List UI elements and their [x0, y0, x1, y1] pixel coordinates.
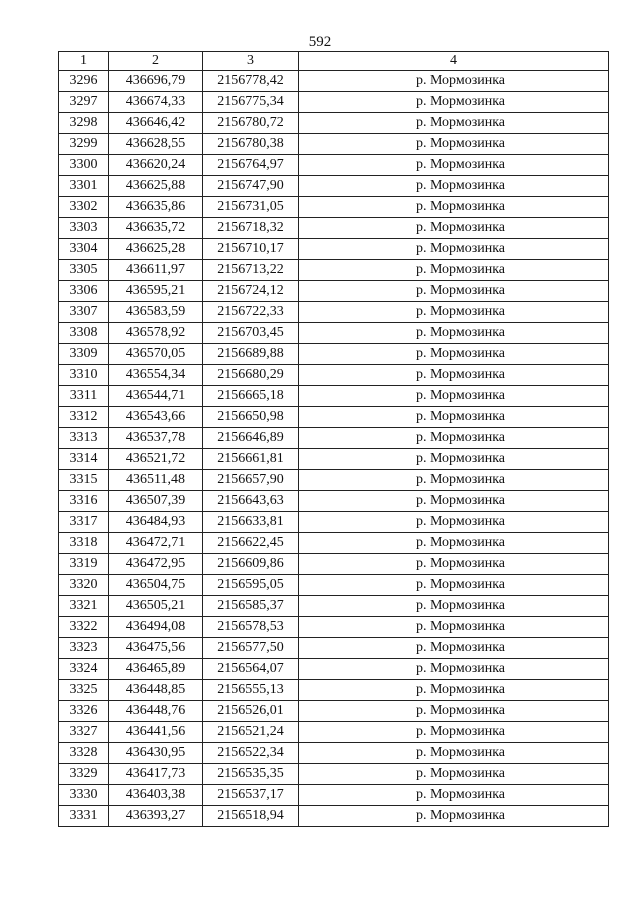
point-number-cell: 3317: [59, 512, 109, 533]
table-row: [59, 386, 609, 407]
point-number-cell: 3319: [59, 554, 109, 575]
point-number-cell: 3318: [59, 533, 109, 554]
point-number-cell: 3312: [59, 407, 109, 428]
description-cell: р. Мормозинка: [299, 113, 609, 134]
x-coordinate-cell: 436475,56: [109, 638, 203, 659]
y-coordinate-cell: 2156724,12: [203, 281, 299, 302]
x-coordinate-cell: 436611,97: [109, 260, 203, 281]
y-coordinate-cell: 2156661,81: [203, 449, 299, 470]
y-coordinate-cell: 2156657,90: [203, 470, 299, 491]
point-number-cell: 3330: [59, 785, 109, 806]
x-coordinate-cell: 436417,73: [109, 764, 203, 785]
point-number-cell: 3298: [59, 113, 109, 134]
table-row: [59, 512, 609, 533]
table-row: [59, 239, 609, 260]
x-coordinate-cell: 436544,71: [109, 386, 203, 407]
table-row: [59, 176, 609, 197]
point-number-cell: 3328: [59, 743, 109, 764]
y-coordinate-cell: 2156537,17: [203, 785, 299, 806]
point-number-cell: 3311: [59, 386, 109, 407]
description-cell: р. Мормозинка: [299, 764, 609, 785]
table-row: [59, 575, 609, 596]
y-coordinate-cell: 2156555,13: [203, 680, 299, 701]
x-coordinate-cell: 436537,78: [109, 428, 203, 449]
table-row: [59, 344, 609, 365]
table-row: [59, 617, 609, 638]
table-row: [59, 407, 609, 428]
coordinates-table: [58, 51, 609, 827]
description-cell: р. Мормозинка: [299, 722, 609, 743]
description-cell: р. Мормозинка: [299, 638, 609, 659]
x-coordinate-cell: 436543,66: [109, 407, 203, 428]
y-coordinate-cell: 2156526,01: [203, 701, 299, 722]
y-coordinate-cell: 2156780,72: [203, 113, 299, 134]
table-row: [59, 113, 609, 134]
table-row: [59, 218, 609, 239]
table-row: [59, 785, 609, 806]
x-coordinate-cell: 436635,86: [109, 197, 203, 218]
y-coordinate-cell: 2156585,37: [203, 596, 299, 617]
table-row: [59, 554, 609, 575]
column-header-number: 1: [59, 52, 109, 71]
table-row: [59, 302, 609, 323]
y-coordinate-cell: 2156665,18: [203, 386, 299, 407]
y-coordinate-cell: 2156731,05: [203, 197, 299, 218]
point-number-cell: 3310: [59, 365, 109, 386]
x-coordinate-cell: 436554,34: [109, 365, 203, 386]
description-cell: р. Мормозинка: [299, 155, 609, 176]
description-cell: р. Мормозинка: [299, 197, 609, 218]
description-cell: р. Мормозинка: [299, 575, 609, 596]
description-cell: р. Мормозинка: [299, 365, 609, 386]
description-cell: р. Мормозинка: [299, 785, 609, 806]
table-row: [59, 659, 609, 680]
x-coordinate-cell: 436620,24: [109, 155, 203, 176]
x-coordinate-cell: 436505,21: [109, 596, 203, 617]
x-coordinate-cell: 436511,48: [109, 470, 203, 491]
x-coordinate-cell: 436393,27: [109, 806, 203, 827]
y-coordinate-cell: 2156609,86: [203, 554, 299, 575]
y-coordinate-cell: 2156622,45: [203, 533, 299, 554]
point-number-cell: 3301: [59, 176, 109, 197]
x-coordinate-cell: 436570,05: [109, 344, 203, 365]
description-cell: р. Мормозинка: [299, 323, 609, 344]
point-number-cell: 3308: [59, 323, 109, 344]
point-number-cell: 3325: [59, 680, 109, 701]
y-coordinate-cell: 2156643,63: [203, 491, 299, 512]
table-row: [59, 134, 609, 155]
x-coordinate-cell: 436674,33: [109, 92, 203, 113]
table-row: [59, 281, 609, 302]
description-cell: р. Мормозинка: [299, 92, 609, 113]
y-coordinate-cell: 2156680,29: [203, 365, 299, 386]
table-row: [59, 323, 609, 344]
description-cell: р. Мормозинка: [299, 218, 609, 239]
table-row: [59, 764, 609, 785]
description-cell: р. Мормозинка: [299, 134, 609, 155]
point-number-cell: 3304: [59, 239, 109, 260]
x-coordinate-cell: 436507,39: [109, 491, 203, 512]
description-cell: р. Мормозинка: [299, 596, 609, 617]
table-row: [59, 197, 609, 218]
table-body: [59, 71, 609, 827]
description-cell: р. Мормозинка: [299, 806, 609, 827]
x-coordinate-cell: 436595,21: [109, 281, 203, 302]
point-number-cell: 3297: [59, 92, 109, 113]
x-coordinate-cell: 436448,76: [109, 701, 203, 722]
x-coordinate-cell: 436696,79: [109, 71, 203, 92]
y-coordinate-cell: 2156703,45: [203, 323, 299, 344]
y-coordinate-cell: 2156518,94: [203, 806, 299, 827]
table-header-row: [59, 52, 609, 71]
y-coordinate-cell: 2156747,90: [203, 176, 299, 197]
y-coordinate-cell: 2156718,32: [203, 218, 299, 239]
description-cell: р. Мормозинка: [299, 491, 609, 512]
table-row: [59, 701, 609, 722]
x-coordinate-cell: 436472,71: [109, 533, 203, 554]
point-number-cell: 3329: [59, 764, 109, 785]
table-row: [59, 92, 609, 113]
point-number-cell: 3296: [59, 71, 109, 92]
table-row: [59, 260, 609, 281]
x-coordinate-cell: 436465,89: [109, 659, 203, 680]
description-cell: р. Мормозинка: [299, 239, 609, 260]
point-number-cell: 3323: [59, 638, 109, 659]
x-coordinate-cell: 436635,72: [109, 218, 203, 239]
y-coordinate-cell: 2156780,38: [203, 134, 299, 155]
y-coordinate-cell: 2156564,07: [203, 659, 299, 680]
y-coordinate-cell: 2156689,88: [203, 344, 299, 365]
point-number-cell: 3316: [59, 491, 109, 512]
description-cell: р. Мормозинка: [299, 344, 609, 365]
description-cell: р. Мормозинка: [299, 554, 609, 575]
y-coordinate-cell: 2156535,35: [203, 764, 299, 785]
description-cell: р. Мормозинка: [299, 533, 609, 554]
point-number-cell: 3320: [59, 575, 109, 596]
point-number-cell: 3321: [59, 596, 109, 617]
table-row: [59, 428, 609, 449]
y-coordinate-cell: 2156710,17: [203, 239, 299, 260]
x-coordinate-cell: 436403,38: [109, 785, 203, 806]
description-cell: р. Мормозинка: [299, 743, 609, 764]
y-coordinate-cell: 2156633,81: [203, 512, 299, 533]
x-coordinate-cell: 436625,88: [109, 176, 203, 197]
x-coordinate-cell: 436472,95: [109, 554, 203, 575]
x-coordinate-cell: 436504,75: [109, 575, 203, 596]
y-coordinate-cell: 2156778,42: [203, 71, 299, 92]
y-coordinate-cell: 2156650,98: [203, 407, 299, 428]
description-cell: р. Мормозинка: [299, 512, 609, 533]
column-header-y: 3: [203, 52, 299, 71]
point-number-cell: 3327: [59, 722, 109, 743]
table-row: [59, 680, 609, 701]
point-number-cell: 3299: [59, 134, 109, 155]
description-cell: р. Мормозинка: [299, 386, 609, 407]
y-coordinate-cell: 2156577,50: [203, 638, 299, 659]
table-row: [59, 71, 609, 92]
x-coordinate-cell: 436494,08: [109, 617, 203, 638]
point-number-cell: 3322: [59, 617, 109, 638]
x-coordinate-cell: 436625,28: [109, 239, 203, 260]
point-number-cell: 3326: [59, 701, 109, 722]
table-row: [59, 449, 609, 470]
point-number-cell: 3300: [59, 155, 109, 176]
y-coordinate-cell: 2156775,34: [203, 92, 299, 113]
description-cell: р. Мормозинка: [299, 659, 609, 680]
y-coordinate-cell: 2156646,89: [203, 428, 299, 449]
description-cell: р. Мормозинка: [299, 470, 609, 491]
description-cell: р. Мормозинка: [299, 176, 609, 197]
column-header-description: 4: [299, 52, 609, 71]
description-cell: р. Мормозинка: [299, 407, 609, 428]
description-cell: р. Мормозинка: [299, 302, 609, 323]
x-coordinate-cell: 436448,85: [109, 680, 203, 701]
x-coordinate-cell: 436521,72: [109, 449, 203, 470]
description-cell: р. Мормозинка: [299, 281, 609, 302]
table-row: [59, 365, 609, 386]
table-row: [59, 155, 609, 176]
y-coordinate-cell: 2156713,22: [203, 260, 299, 281]
page-number: 592: [308, 34, 332, 50]
table-row: [59, 596, 609, 617]
table-row: [59, 638, 609, 659]
point-number-cell: 3302: [59, 197, 109, 218]
point-number-cell: 3331: [59, 806, 109, 827]
y-coordinate-cell: 2156595,05: [203, 575, 299, 596]
point-number-cell: 3324: [59, 659, 109, 680]
table-row: [59, 491, 609, 512]
y-coordinate-cell: 2156764,97: [203, 155, 299, 176]
x-coordinate-cell: 436646,42: [109, 113, 203, 134]
x-coordinate-cell: 436583,59: [109, 302, 203, 323]
point-number-cell: 3313: [59, 428, 109, 449]
x-coordinate-cell: 436628,55: [109, 134, 203, 155]
description-cell: р. Мормозинка: [299, 449, 609, 470]
point-number-cell: 3309: [59, 344, 109, 365]
table-row: [59, 722, 609, 743]
table-row: [59, 533, 609, 554]
column-header-x: 2: [109, 52, 203, 71]
x-coordinate-cell: 436430,95: [109, 743, 203, 764]
point-number-cell: 3307: [59, 302, 109, 323]
description-cell: р. Мормозинка: [299, 617, 609, 638]
point-number-cell: 3305: [59, 260, 109, 281]
y-coordinate-cell: 2156521,24: [203, 722, 299, 743]
x-coordinate-cell: 436441,56: [109, 722, 203, 743]
x-coordinate-cell: 436484,93: [109, 512, 203, 533]
description-cell: р. Мормозинка: [299, 428, 609, 449]
table-row: [59, 806, 609, 827]
table-row: [59, 470, 609, 491]
description-cell: р. Мормозинка: [299, 680, 609, 701]
description-cell: р. Мормозинка: [299, 701, 609, 722]
y-coordinate-cell: 2156578,53: [203, 617, 299, 638]
point-number-cell: 3314: [59, 449, 109, 470]
description-cell: р. Мормозинка: [299, 71, 609, 92]
table-row: [59, 743, 609, 764]
point-number-cell: 3303: [59, 218, 109, 239]
point-number-cell: 3306: [59, 281, 109, 302]
point-number-cell: 3315: [59, 470, 109, 491]
y-coordinate-cell: 2156522,34: [203, 743, 299, 764]
x-coordinate-cell: 436578,92: [109, 323, 203, 344]
y-coordinate-cell: 2156722,33: [203, 302, 299, 323]
description-cell: р. Мормозинка: [299, 260, 609, 281]
